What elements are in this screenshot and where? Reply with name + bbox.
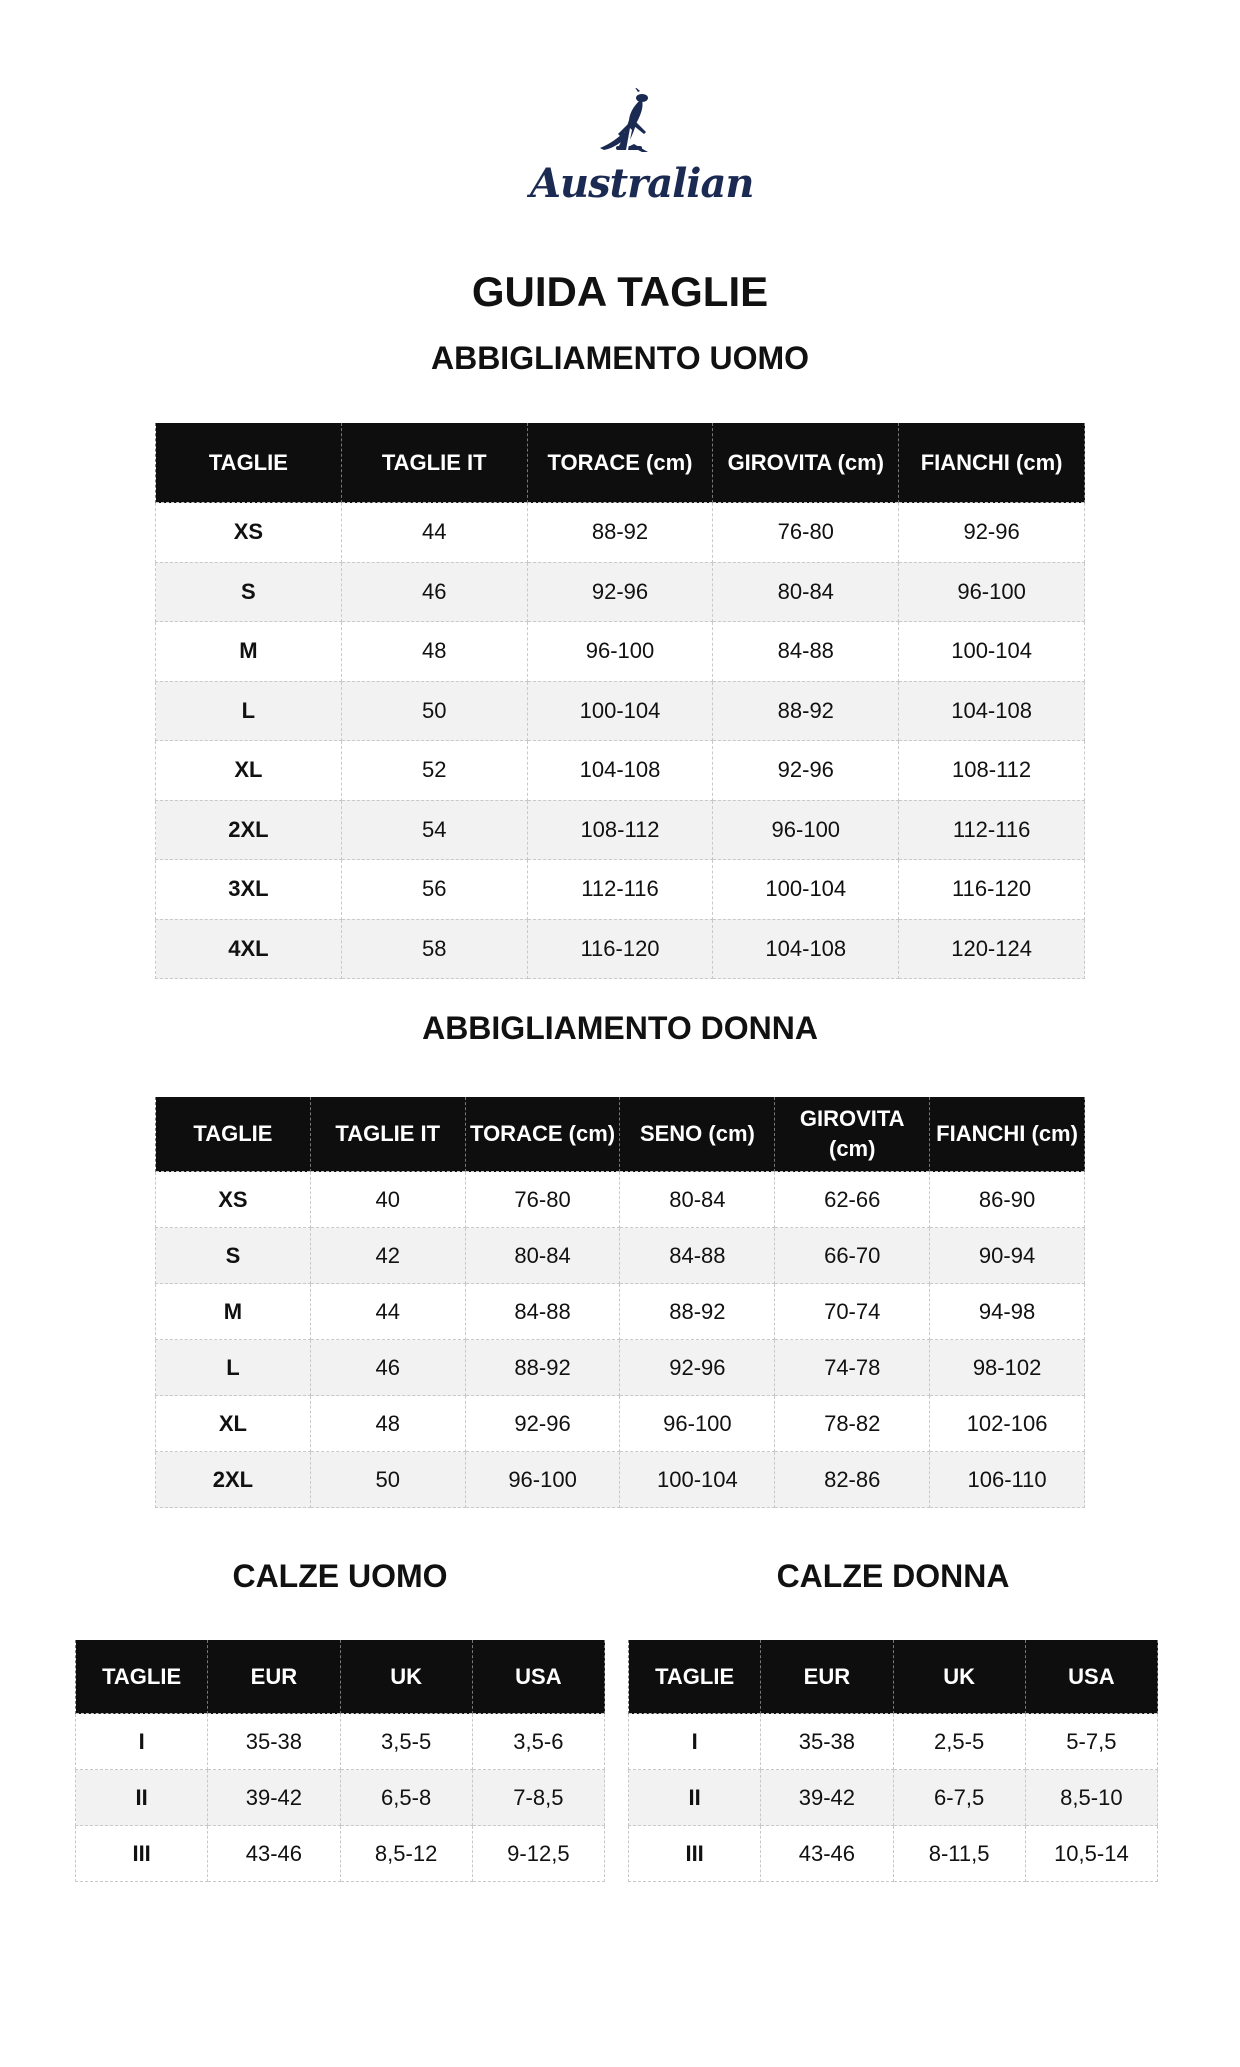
table-row bbox=[156, 1172, 1085, 1228]
table-cell: 104-108 bbox=[899, 681, 1085, 741]
table-row bbox=[156, 562, 1085, 622]
table-cell: 43-46 bbox=[761, 1826, 893, 1882]
table-cell: 76-80 bbox=[465, 1172, 620, 1228]
table-cell: 96-100 bbox=[465, 1452, 620, 1508]
table-cell: 104-108 bbox=[527, 741, 713, 801]
page-title: GUIDA TAGLIE bbox=[471, 268, 769, 315]
table-cell: 82-86 bbox=[775, 1452, 930, 1508]
table-cell: 100-104 bbox=[620, 1452, 775, 1508]
table-row bbox=[156, 1284, 1085, 1340]
table-cell: 96-100 bbox=[620, 1396, 775, 1452]
table-cell: 100-104 bbox=[713, 860, 899, 920]
column-header: USA bbox=[472, 1640, 604, 1714]
column-header: EUR bbox=[761, 1640, 893, 1714]
table-cell: 66-70 bbox=[775, 1228, 930, 1284]
table-cell: 48 bbox=[341, 622, 527, 682]
column-header: TAGLIE bbox=[156, 423, 342, 503]
table-cell: 40 bbox=[310, 1172, 465, 1228]
table-cell: 84-88 bbox=[465, 1284, 620, 1340]
table-header-row bbox=[629, 1640, 1158, 1714]
socks-women-table bbox=[628, 1640, 1158, 1882]
table-cell: 76-80 bbox=[713, 503, 899, 563]
table-cell: 6,5-8 bbox=[340, 1770, 472, 1826]
size-label-cell: 2XL bbox=[156, 1452, 311, 1508]
table-row bbox=[156, 1396, 1085, 1452]
table-cell: 74-78 bbox=[775, 1340, 930, 1396]
table-cell: 44 bbox=[341, 503, 527, 563]
table-cell: 42 bbox=[310, 1228, 465, 1284]
size-label-cell: M bbox=[156, 622, 342, 682]
table-cell: 5-7,5 bbox=[1025, 1714, 1157, 1770]
table-cell: 80-84 bbox=[713, 562, 899, 622]
size-label-cell: 3XL bbox=[156, 860, 342, 920]
table-cell: 52 bbox=[341, 741, 527, 801]
size-label-cell: 2XL bbox=[156, 800, 342, 860]
table-cell: 54 bbox=[341, 800, 527, 860]
table-cell: 8-11,5 bbox=[893, 1826, 1025, 1882]
table-cell: 86-90 bbox=[930, 1172, 1085, 1228]
column-header: USA bbox=[1025, 1640, 1157, 1714]
socks-women-title: CALZE DONNA bbox=[776, 1558, 1010, 1594]
column-header: SENO (cm) bbox=[620, 1097, 775, 1172]
table-cell: 2,5-5 bbox=[893, 1714, 1025, 1770]
table-cell: 84-88 bbox=[713, 622, 899, 682]
table-cell: 46 bbox=[310, 1340, 465, 1396]
table-cell: 100-104 bbox=[527, 681, 713, 741]
table-cell: 44 bbox=[310, 1284, 465, 1340]
table-cell: 35-38 bbox=[761, 1714, 893, 1770]
men-size-table bbox=[155, 423, 1085, 979]
column-header: TAGLIE bbox=[76, 1640, 208, 1714]
table-cell: 78-82 bbox=[775, 1396, 930, 1452]
logo-wordmark: Australian bbox=[530, 160, 754, 207]
table-row bbox=[629, 1826, 1158, 1882]
size-label-cell: S bbox=[156, 1228, 311, 1284]
table-cell: 88-92 bbox=[527, 503, 713, 563]
size-label-cell: III bbox=[76, 1826, 208, 1882]
socks-men-title: CALZE UOMO bbox=[232, 1558, 448, 1594]
size-label-cell: S bbox=[156, 562, 342, 622]
table-row bbox=[156, 919, 1085, 979]
size-label-cell: II bbox=[629, 1770, 761, 1826]
size-label-cell: I bbox=[76, 1714, 208, 1770]
column-header: GIROVITA (cm) bbox=[775, 1097, 930, 1172]
table-cell: 50 bbox=[310, 1452, 465, 1508]
table-cell: 80-84 bbox=[465, 1228, 620, 1284]
size-label-cell: XS bbox=[156, 503, 342, 563]
table-cell: 10,5-14 bbox=[1025, 1826, 1157, 1882]
table-cell: 9-12,5 bbox=[472, 1826, 604, 1882]
table-row bbox=[629, 1770, 1158, 1826]
column-header: TAGLIE IT bbox=[310, 1097, 465, 1172]
table-cell: 106-110 bbox=[930, 1452, 1085, 1508]
column-header: FIANCHI (cm) bbox=[899, 423, 1085, 503]
table-cell: 98-102 bbox=[930, 1340, 1085, 1396]
size-label-cell: L bbox=[156, 681, 342, 741]
table-cell: 92-96 bbox=[899, 503, 1085, 563]
table-row bbox=[156, 622, 1085, 682]
table-cell: 100-104 bbox=[899, 622, 1085, 682]
table-row bbox=[156, 1340, 1085, 1396]
table-cell: 104-108 bbox=[713, 919, 899, 979]
size-label-cell: XL bbox=[156, 741, 342, 801]
table-cell: 92-96 bbox=[713, 741, 899, 801]
table-cell: 112-116 bbox=[527, 860, 713, 920]
size-label-cell: XL bbox=[156, 1396, 311, 1452]
table-row bbox=[156, 1452, 1085, 1508]
table-row bbox=[156, 741, 1085, 801]
table-cell: 96-100 bbox=[899, 562, 1085, 622]
table-cell: 112-116 bbox=[899, 800, 1085, 860]
table-row bbox=[76, 1714, 605, 1770]
table-cell: 50 bbox=[341, 681, 527, 741]
table-cell: 62-66 bbox=[775, 1172, 930, 1228]
table-cell: 92-96 bbox=[527, 562, 713, 622]
table-cell: 70-74 bbox=[775, 1284, 930, 1340]
kangaroo-icon bbox=[530, 88, 710, 168]
table-cell: 8,5-10 bbox=[1025, 1770, 1157, 1826]
table-cell: 3,5-6 bbox=[472, 1714, 604, 1770]
table-cell: 48 bbox=[310, 1396, 465, 1452]
table-cell: 6-7,5 bbox=[893, 1770, 1025, 1826]
table-cell: 108-112 bbox=[527, 800, 713, 860]
size-label-cell: II bbox=[76, 1770, 208, 1826]
table-cell: 92-96 bbox=[620, 1340, 775, 1396]
table-cell: 108-112 bbox=[899, 741, 1085, 801]
table-row bbox=[156, 860, 1085, 920]
column-header: TAGLIE IT bbox=[341, 423, 527, 503]
table-row bbox=[156, 1228, 1085, 1284]
table-cell: 56 bbox=[341, 860, 527, 920]
table-header-row bbox=[156, 1097, 1085, 1172]
table-cell: 96-100 bbox=[713, 800, 899, 860]
column-header: TAGLIE bbox=[629, 1640, 761, 1714]
table-cell: 88-92 bbox=[620, 1284, 775, 1340]
table-cell: 90-94 bbox=[930, 1228, 1085, 1284]
column-header: FIANCHI (cm) bbox=[930, 1097, 1085, 1172]
table-row bbox=[156, 800, 1085, 860]
table-cell: 84-88 bbox=[620, 1228, 775, 1284]
table-row bbox=[76, 1826, 605, 1882]
table-cell: 92-96 bbox=[465, 1396, 620, 1452]
table-cell: 116-120 bbox=[899, 860, 1085, 920]
size-label-cell: L bbox=[156, 1340, 311, 1396]
women-size-table bbox=[155, 1097, 1085, 1508]
men-section-title: ABBIGLIAMENTO UOMO bbox=[430, 340, 810, 376]
table-header-row bbox=[76, 1640, 605, 1714]
table-cell: 120-124 bbox=[899, 919, 1085, 979]
size-label-cell: III bbox=[629, 1826, 761, 1882]
table-cell: 46 bbox=[341, 562, 527, 622]
column-header: UK bbox=[340, 1640, 472, 1714]
women-section-title: ABBIGLIAMENTO DONNA bbox=[422, 1010, 818, 1046]
size-label-cell: M bbox=[156, 1284, 311, 1340]
column-header: GIROVITA (cm) bbox=[713, 423, 899, 503]
brand-logo bbox=[530, 88, 754, 228]
column-header: TORACE (cm) bbox=[465, 1097, 620, 1172]
table-header-row bbox=[156, 423, 1085, 503]
table-cell: 39-42 bbox=[761, 1770, 893, 1826]
column-header: UK bbox=[893, 1640, 1025, 1714]
table-cell: 43-46 bbox=[208, 1826, 340, 1882]
socks-men-table bbox=[75, 1640, 605, 1882]
table-row bbox=[156, 681, 1085, 741]
table-row bbox=[76, 1770, 605, 1826]
table-cell: 116-120 bbox=[527, 919, 713, 979]
table-cell: 88-92 bbox=[713, 681, 899, 741]
column-header: TORACE (cm) bbox=[527, 423, 713, 503]
table-cell: 94-98 bbox=[930, 1284, 1085, 1340]
table-cell: 8,5-12 bbox=[340, 1826, 472, 1882]
size-label-cell: XS bbox=[156, 1172, 311, 1228]
table-cell: 96-100 bbox=[527, 622, 713, 682]
table-cell: 3,5-5 bbox=[340, 1714, 472, 1770]
size-label-cell: I bbox=[629, 1714, 761, 1770]
table-cell: 58 bbox=[341, 919, 527, 979]
table-cell: 7-8,5 bbox=[472, 1770, 604, 1826]
column-header: EUR bbox=[208, 1640, 340, 1714]
table-row bbox=[629, 1714, 1158, 1770]
column-header: TAGLIE bbox=[156, 1097, 311, 1172]
table-cell: 102-106 bbox=[930, 1396, 1085, 1452]
size-label-cell: 4XL bbox=[156, 919, 342, 979]
table-row bbox=[156, 503, 1085, 563]
table-cell: 80-84 bbox=[620, 1172, 775, 1228]
table-cell: 88-92 bbox=[465, 1340, 620, 1396]
table-cell: 39-42 bbox=[208, 1770, 340, 1826]
table-cell: 35-38 bbox=[208, 1714, 340, 1770]
